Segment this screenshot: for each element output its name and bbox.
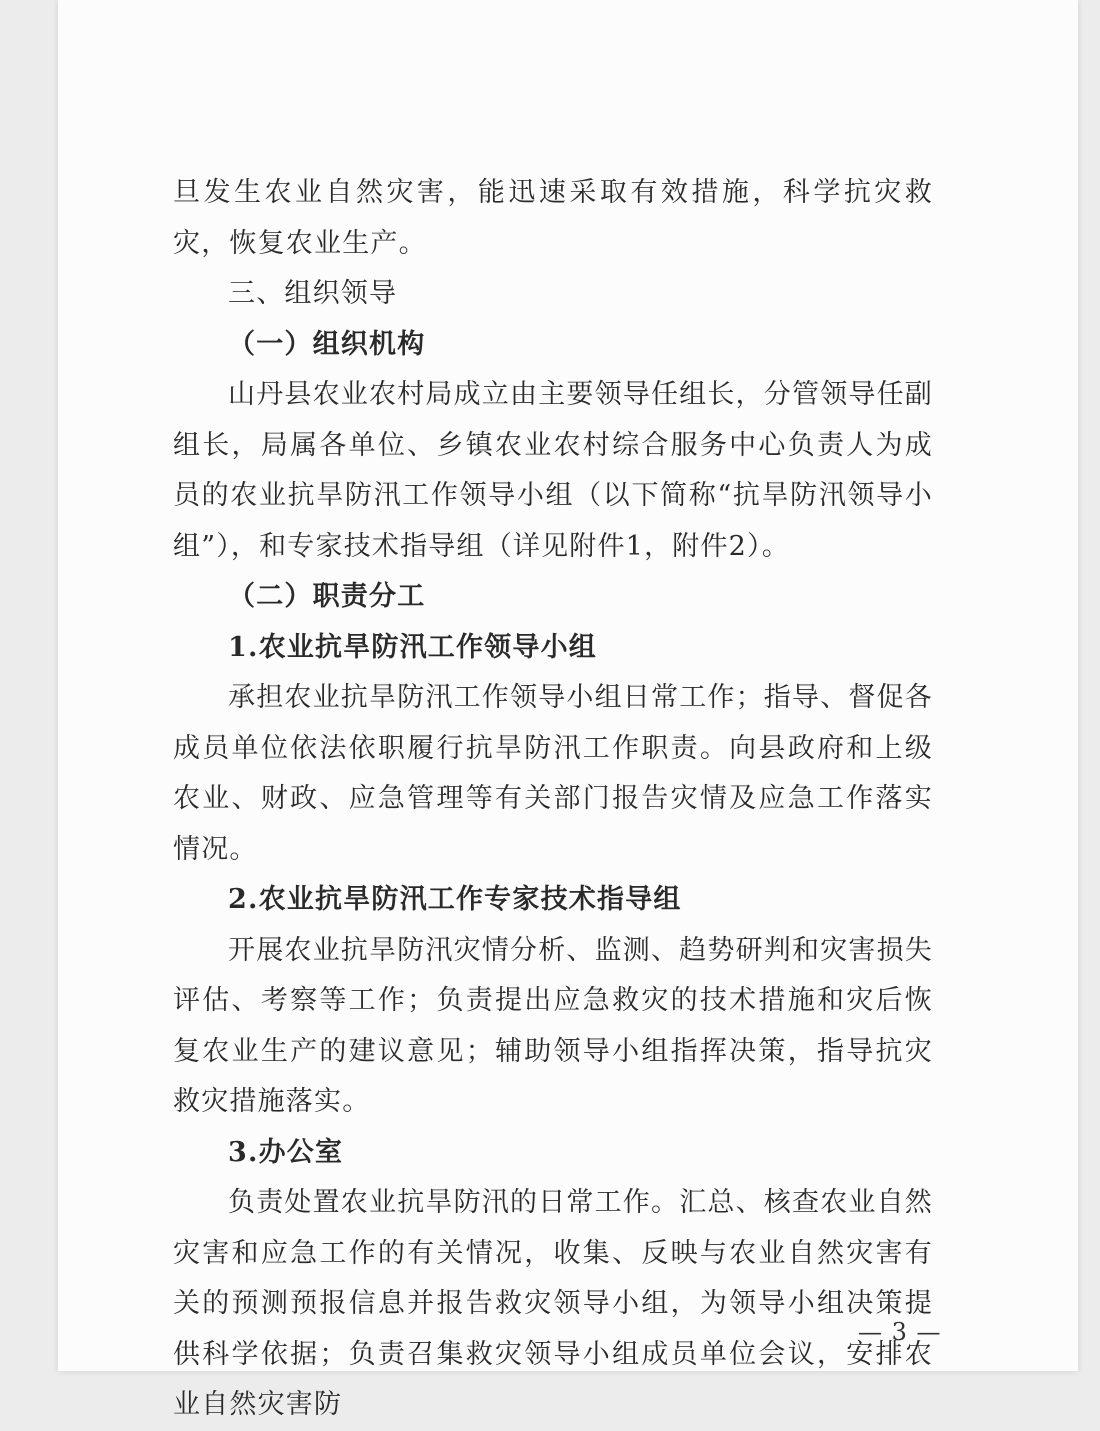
- paragraph-structure: 山丹县农业农村局成立由主要领导任组长，分管领导任副组长，局属各单位、乡镇农业农村综合服务中心负责人为成员的农业抗旱防汛工作领导小组（以下简称“抗旱防汛领导小组”），和专家技术指导组（详见附件1，附件2）。: [173, 379, 933, 562]
- paragraph-continuation: 旦发生农业自然灾害，能迅速采取有效措施，科学抗灾救灾，恢复农业生产。: [173, 177, 933, 259]
- subsection-heading-structure: （一）组织机构: [228, 328, 426, 360]
- item-heading-expert-group: 2.农业抗旱防汛工作专家技术指导组: [228, 884, 682, 915]
- item-heading-office: 3.办公室: [228, 1136, 344, 1168]
- document-body: [173, 168, 933, 1431]
- item-heading-leading-group: 1.农业抗旱防汛工作领导小组: [228, 631, 597, 663]
- page-number: — 3 —: [858, 1318, 942, 1346]
- subsection-heading-duties: （二）职责分工: [228, 581, 426, 612]
- document-page: [58, 0, 1078, 1420]
- paragraph-expert-group: 开展农业抗旱防汛灾情分析、监测、趋势研判和灾害损失评估、考察等工作；负责提出应急救灾的技术措施和灾后恢复农业生产的建议意见；辅助领导小组指挥决策，指导抗灾救灾措施落实。: [173, 934, 933, 1117]
- paragraph-office: 负责处置农业抗旱防汛的日常工作。汇总、核查农业自然灾害和应急工作的有关情况，收集、反映与农业自然灾害有关的预测预报信息并报告救灾领导小组，为领导小组决策提供科学依据；负责召集救灾领导小组成员单位会议，安排农业自然灾害防: [173, 1187, 933, 1420]
- section-heading-organization: 三、组织领导: [228, 278, 398, 309]
- paragraph-leading-group: 承担农业抗旱防汛工作领导小组日常工作；指导、督促各成员单位依法依职履行抗旱防汛工作职责。向县政府和上级农业、财政、应急管理等有关部门报告灾情及应急工作落实情况。: [173, 682, 933, 865]
